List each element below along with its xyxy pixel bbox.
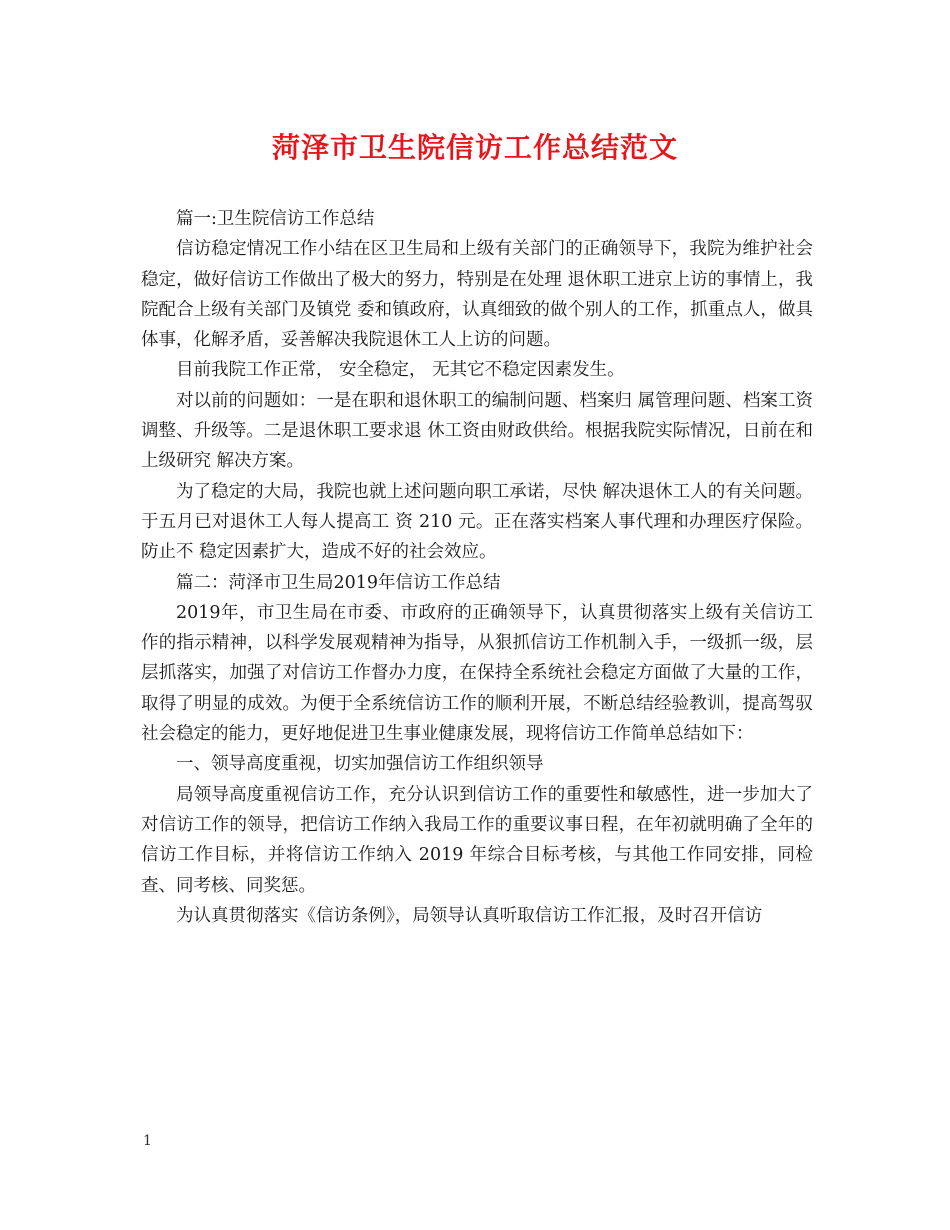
body-paragraph: 为认真贯彻落实《信访条例》，局领导认真听取信访工作汇报，及时召开信访 [176,905,763,926]
section-heading-1: 篇一:卫生院信访工作总结 [176,209,375,229]
body-paragraph: 对以前的问题如：一是在职和退休职工的编制问题、档案归 属管理问题、档案工资调整、升级等。二是退休职工要求退 休工资由财政供给。根据我院实际情况，日前在和上级研究 解决方案。 [141,390,813,472]
document-body [141,204,813,931]
document-title: 菏泽市卫生院信访工作总结范文 [271,131,678,164]
page-number: 1 [143,1133,152,1149]
section-heading-2: 篇二：菏泽市卫生局2019年信访工作总结 [176,572,501,593]
body-paragraph: 局领导高度重视信访工作，充分认识到信访工作的重要性和敏感性，进一步加大了对信访工作的领导，把信访工作纳入我局工作的重要议事日程，在年初就明确了全年的信访工作目标，并将信访工作纳入 2019 年综合目标考核，与其他工作同安排，同检查、同考核、同奖惩。 [141,784,813,896]
body-paragraph: 目前我院工作正常， 安全稳定， 无其它不稳定因素发生。 [176,360,625,381]
body-paragraph: 为了稳定的大局，我院也就上述问题向职工承诺，尽快 解决退休工人的有关问题。于五月已对退休工人每人提高工 资 210 元。正在落实档案人事代理和办理医疗保险。防止不 稳定因素扩大，造成不好的社会效应。 [141,481,813,563]
body-paragraph: 信访稳定情况工作小结在区卫生局和上级有关部门的正确领导下，我院为维护社会稳定，做好信访工作做出了极大的努力，特别是在处理 退休职工进京上访的事情上，我院配合上级有关部门及镇党 委和镇政府，认真细致的做个别人的工作，抓重点人，做具 体事，化解矛盾，妥善解决我院退休工人上访的问题。 [141,239,813,351]
subsection-heading: 一、领导高度重视，切实加强信访工作组织领导 [176,754,544,775]
body-paragraph: 2019年，市卫生局在市委、市政府的正确领导下，认真贯彻落实上级有关信访工作的指示精神，以科学发展观精神为指导，从狠抓信访工作机制入手，一级抓一级，层层抓落实，加强了对信访工作督办力度，在保持全系统社会稳定方面做了大量的工作，取得了明显的成效。为便于全系统信访工作的顺利开展，不断总结经验教训，提高驾驭社会稳定的能力，更好地促进卫生事业健康发展，现将信访工作简单总结如下： [141,602,813,745]
